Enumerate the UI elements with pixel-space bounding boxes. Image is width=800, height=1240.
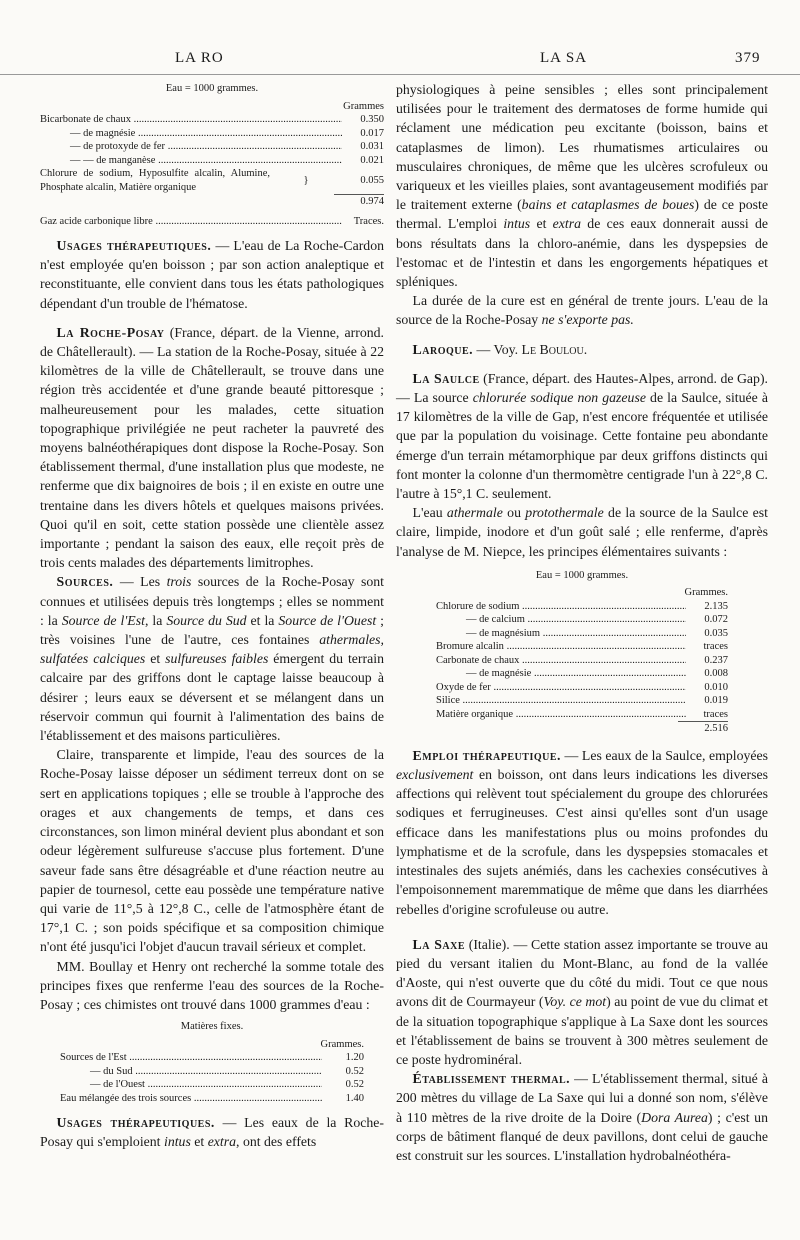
paragraph-description: Claire, transparente et limpide, l'eau des sources de la Roche-Posay laisse déposer un sédiment terreux dont on se sert en applications topiques ; elle se trouble à l'approche des orages et aux changements de temps, et dans ces circonstances, son limon minéral devient plus abondant et son odeur légèrement sulfureuse s'accuse plus fortement. D'une saveur fade sans être désagréable et d'une réaction neutre au papier de tournesol, cette eau possède une température native qui varie de 11°,5 à 12°,8 C., celle de l'atmosphère étant de 17°,1 C. ; son poids spécifique et sa composition chimique n'ont été jusqu'ici l'objet d'aucun travail sérieux et complet. — [40, 747, 384, 955]
left-column — [40, 80, 384, 1152]
table-row: — de magnésie ..... 0.017 — [40, 127, 384, 141]
header-rule — [0, 74, 800, 75]
table-row: Gaz acide carbonique libre ..... Traces. — [40, 215, 384, 229]
table-caption: Eau = 1000 grammes. — [165, 83, 259, 94]
entry-la-saulce: La Saulce (France, départ. des Hautes-Alpes, arrond. de Gap). — La source chlorurée sodique non gazeuse de la Saulce, située à 17 kilomètres de la ville de Gap, n'est encore fréquentée et utilisée que par la population du voisinage. Cette fontaine peu abondante émerge d'un terrain métamorphique par deux griffons distincts qui font monter la colonne d'un thermomètre centigrade l'un à 22°,8 C. l'autre à 15°,1 C. seulement. — [396, 370, 768, 502]
entry-la-saxe: La Saxe (Italie). — Cette station assez importante se trouve au pied du versant italien du Mont-Blanc, au fond de la vallée d'Aoste, qui n'est ouverte que du côté du midi. Tout ce que nous avons dit de Courmayeur (Voy. ce mot) au point de vue du climat et de la situation topographique s'applique à La Saxe dont les sources et l'établissement de bains se trouvent à 300 mètres seulement de ce poste hydrominéral. — [396, 936, 768, 1067]
table-caption: Matières fixes. — [180, 1021, 244, 1033]
running-head-left: LA RO — [175, 50, 224, 66]
paragraph-etablissement: Établissement thermal. — L'établissement thermal, situé à 200 mètres du village de La Saxe qui lui a donné son nom, s'élève à 110 mètres de la rive droite de la Doire (Dora Aurea) ; c'est un corps de bâtiment flanqué de deux pavillons, dont celui de gauche est construit sur les sources. L'installation hydrobalnéothéra- — [396, 1071, 768, 1163]
right-column — [396, 80, 768, 1165]
table-unit: Grammes — [343, 100, 384, 112]
table-row: Silice ..... 0.019 — [436, 694, 728, 708]
composition-table-roche-cardon — [40, 82, 384, 228]
table-row: Eau mélangée des trois sources ..... 1.40 — [60, 1092, 364, 1106]
table-row: — — de manganèse ..... 0.021 — [40, 154, 384, 168]
table-total: 2.516 — [678, 721, 728, 736]
table-total: 0.974 — [334, 194, 384, 209]
entry-laroque: Laroque. — Voy. Le Boulou. — [412, 341, 588, 357]
table-row: Chlorure de sodium ..... 2.135 — [436, 600, 728, 614]
table-row: — du Sud ..... 0.52 — [60, 1065, 364, 1079]
paragraph-sources: Sources. — Les trois sources de la Roche-Posay sont connues et utilisées depuis très longtemps ; elles se nomment : la Source de l'Est, la Source du Sud et la Source de l'Ouest ; très voisines l'une de l'autre, ces fontaines athermales, sulfatées calciques et sulfureuses faibles émergent du terrain calcaire par des griffons dont le captage laisse beaucoup à désirer ; leurs eaux se déversent et se mélangent dans un réservoir commun qui fournit à l'alimentation des bains de l'établissement et des maisons particulières. — [40, 574, 384, 744]
entry-la-roche-posay: La Roche-Posay (France, départ. de la Vienne, arrond. de Châtellerault). — La station de la Roche-Posay, située à 22 kilomètres de la ville de Châtellerault, se trouve dans une région très accidentée et d'une grande beauté pittoresque ; malheureusement pour les malades, cette situation topographique privilégiée ne peut racheter la pauvreté des moyens balnéothérapiques dont dispose la Roche-Posay. Son établissement thermal, d'une installation plus que modeste, ne renferme que dix baignoires de bois ; il en existe en outre une trentaine dans les divers hôtels et quelques maisons privées. Quoi qu'il en soit, cette station possède une clientèle assez importante ; pendant la saison des eaux, elle reçoit près de trois cents malades des départements limitrophes. — [40, 324, 384, 571]
table-row: Chlorure de sodium, Hyposulfite alcalin, Alumine, Phosphate alcalin, Matière organique } 0.055 — [40, 168, 384, 193]
paragraph-effects-continued: physiologiques à peine sensibles ; elles sont principalement utilisées pour le traitement des dermatoses de forme humide qui réclament une médication peu excitante (boisson, bains et cataplasmes de limon). Les rhumatismes articulaires ou musculaires chroniques, de même que les ulcères scrofuleux ou variqueux et les vieilles plaies, sont avantageusement modifiés par le traitement externe (bains et cataplasmes de boues) de ce poste thermal. L'emploi intus et extra de ces eaux donnerait aussi de bons résultats dans la chloro-anémie, dans les dyspepsies de l'estomac et de l'intestin et dans les engorgements hépatiques et spléniques. — [396, 82, 768, 290]
paragraph-saulce-water: L'eau athermale ou protothermale de la source de la Saulce est claire, limpide, inodore et d'un goût salé ; elle renferme, d'après l'analyse de M. Niepce, les principes élémentaires suivants : — [396, 505, 768, 559]
table-unit: Grammes. — [684, 587, 728, 599]
page-number: 379 — [735, 50, 761, 66]
table-row: Bicarbonate de chaux ..... 0.350 — [40, 113, 384, 127]
table-row: — de magnésie ..... 0.008 — [436, 667, 728, 681]
table-row: Bromure alcalin ..... traces — [436, 640, 728, 654]
table-row: — de calcium ..... 0.072 — [436, 613, 728, 627]
table-row: Oxyde de fer ..... 0.010 — [436, 681, 728, 695]
table-caption: Eau = 1000 grammes. — [535, 569, 629, 581]
running-head-right: LA SA — [540, 50, 588, 66]
table-row: Matière organique ..... traces — [436, 708, 728, 722]
table-row: — de magnésium ..... 0.035 — [436, 627, 728, 641]
fixed-matter-table — [60, 1020, 364, 1105]
table-row: Carbonate de chaux ..... 0.237 — [436, 654, 728, 668]
table-row: Sources de l'Est ..... 1.20 — [60, 1051, 364, 1065]
paragraph-analysis: MM. Boullay et Henry ont recherché la somme totale des principes fixes que renferme l'eau des sources de la Roche-Posay ; ces chimistes ont trouvé dans 1000 grammes d'eau : — [40, 958, 384, 1012]
paragraph-emploi-saulce: Emploi thérapeutique. — Les eaux de la Saulce, employées exclusivement en boisson, ont dans leurs indications les diverses affections qui relèvent tout spécialement du groupe des chlorurées sodiques et ferrugineuses. C'est ainsi qu'elles sont d'un usage efficace dans les manifestations plus ou moins profondes du lymphatisme et de la scrofule, dans les dyspepsies stomacales et intestinales des sujets anémiés, dans les cachexies consécutives à l'empoisonnement maremmatique de même que dans les diarrhées rebelles d'origine scrofuleuse ou autre. — [396, 747, 768, 917]
table-row: — de l'Ouest ..... 0.52 — [60, 1078, 364, 1092]
table-row: — de protoxyde de fer ..... 0.031 — [40, 140, 384, 154]
table-unit: Grammes. — [320, 1038, 364, 1050]
paragraph-cure-duration: La durée de la cure est en général de trente jours. L'eau de la source de la Roche-Posay ne s'exporte pas. — [396, 293, 768, 328]
paragraph-usages-roche-cardon: Usages thérapeutiques. — L'eau de La Roche-Cardon n'est employée qu'en boisson ; par son action analeptique et reconstituante, elle convient dans tous les états pathologiques dépendant d'un trouble de l'hématose. — [40, 238, 384, 311]
paragraph-usages-roche-posay: Usages thérapeutiques. — Les eaux de la Roche-Posay qui s'emploient intus et extra, ont des effets — [40, 1115, 385, 1150]
composition-table-saulce — [436, 569, 728, 736]
